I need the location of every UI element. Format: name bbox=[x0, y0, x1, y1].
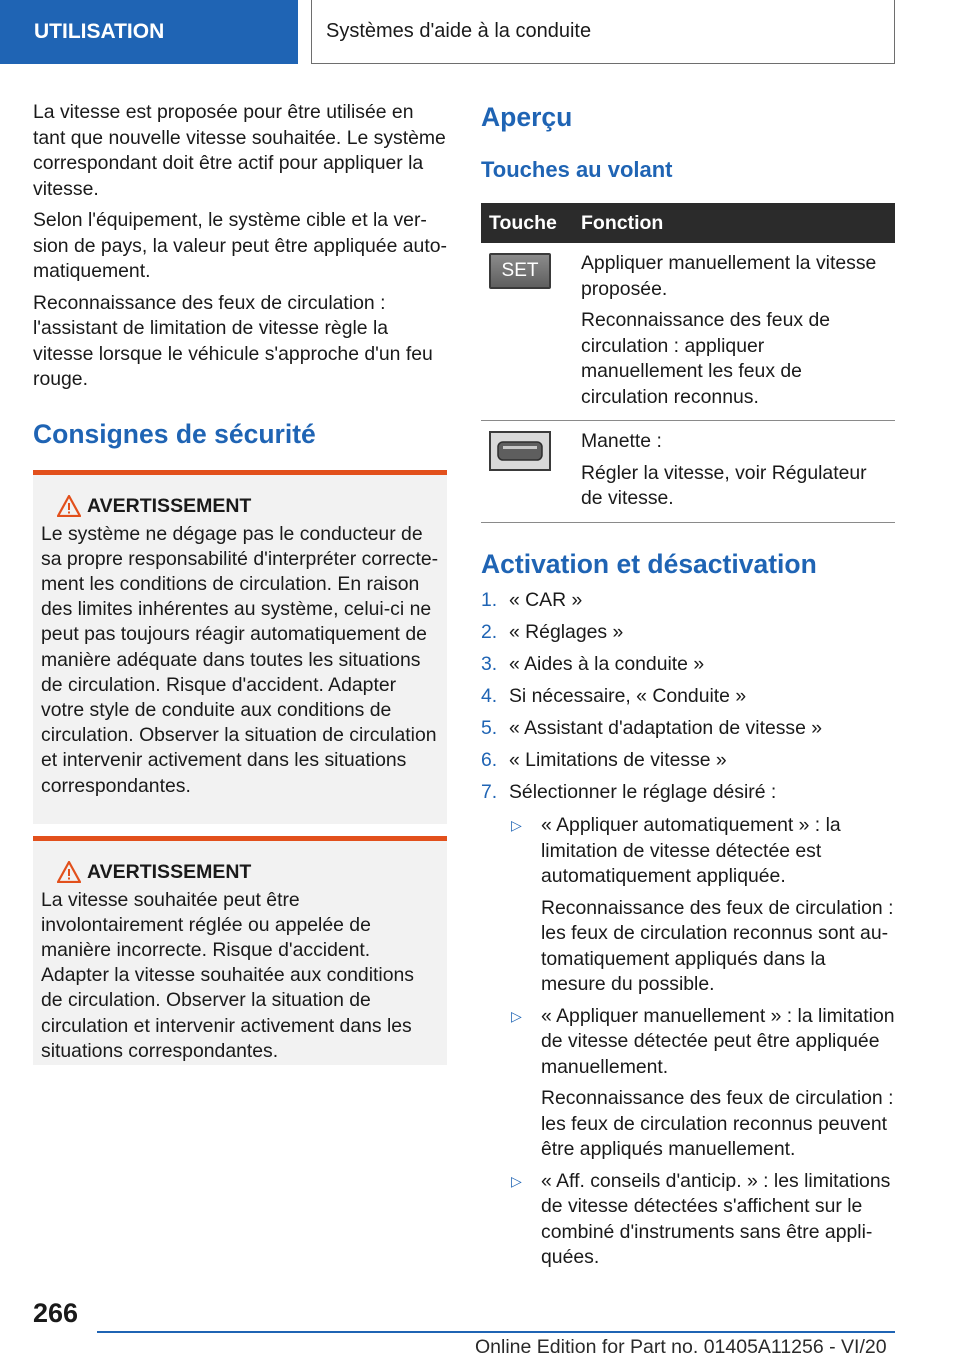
triangle-bullet-icon: ▷ bbox=[511, 1007, 522, 1024]
footer-divider bbox=[97, 1331, 895, 1333]
option-item: ▷ « Appliquer automatiquement » : la limitation de vitesse détectée est automatiquement appliquée. Reconnaissance des feux de circulation : les feux de circulation reconnus sont automatiquement appliqués dans la mesure du possible. bbox=[509, 813, 895, 998]
intro-paragraph-2: Selon l'équipement, le système cible et la version de pays, la valeur peut être appliquée automatiquement. bbox=[33, 209, 447, 282]
list-item: 1. « CAR » bbox=[481, 588, 583, 611]
warning-triangle-icon bbox=[41, 861, 81, 883]
chapter-title: Systèmes d'aide à la conduite bbox=[326, 20, 592, 42]
function-cell bbox=[573, 421, 895, 523]
intro-paragraph-3: Reconnaissance des feux de circulation : l'assistant de limitation de vitesse règle la vitesse lorsque le véhicule s'approche d'un feu rouge. bbox=[33, 291, 433, 390]
col-key-header: Touche bbox=[481, 203, 573, 243]
list-item: 3. « Aides à la conduite » bbox=[481, 652, 705, 675]
triangle-bullet-icon: ▷ bbox=[511, 817, 522, 833]
set-button-label: SET bbox=[501, 260, 539, 282]
table-header-row bbox=[481, 203, 895, 243]
warning-box-1 bbox=[33, 470, 447, 824]
warning-text-1: Le système ne dégage pas le conducteur de sa propre responsabilité d'interpréter correctement les conditions de circulation. En raison des limites inhérentes au système, celui-ci ne peut pas toujours réagir automatiquement de manière adéquate dans toutes les situations de circulation. Risque d'accident. Adapter votre style de conduite aux conditions de circulation. Observer la situation de circulation et intervenir activement dans les situations correspondantes. bbox=[41, 522, 439, 797]
function-cell bbox=[573, 243, 895, 421]
function-text: Manette : bbox=[581, 430, 662, 452]
left-column bbox=[33, 100, 447, 1065]
options-list bbox=[509, 813, 895, 1277]
intro-paragraph-1: La vitesse est proposée pour être utilisée en tant que nouvelle vitesse souhaitée. Le système correspondant doit être actif pour appliquer la vitesse. bbox=[33, 101, 446, 200]
table-row bbox=[481, 243, 895, 421]
lever-icon bbox=[489, 431, 551, 471]
warning-title-text-1: AVERTISSEMENT bbox=[87, 494, 252, 517]
right-column bbox=[481, 100, 895, 1283]
section-title: UTILISATION bbox=[34, 20, 165, 43]
section-tab bbox=[0, 0, 298, 64]
keys-heading: Touches au volant bbox=[481, 157, 673, 182]
function-text: Régler la vitesse, voir Régulateur de vitesse. bbox=[581, 461, 867, 509]
warning-title-2 bbox=[41, 861, 439, 884]
warning-title-text-2: AVERTISSEMENT bbox=[87, 860, 252, 883]
steps-list bbox=[481, 588, 895, 1277]
option-item: ▷ « Aff. conseils d'anticip. » : les limitations de vitesse détectées s'affichent sur le combiné d'instruments sans être appliquées. bbox=[509, 1169, 895, 1271]
set-button-icon bbox=[489, 253, 551, 289]
warning-title-1 bbox=[41, 495, 439, 518]
overview-heading: Aperçu bbox=[481, 102, 573, 132]
col-function-header: Fonction bbox=[573, 203, 895, 243]
keys-table bbox=[481, 203, 895, 523]
key-cell bbox=[481, 243, 573, 421]
safety-heading: Consignes de sécurité bbox=[33, 418, 316, 449]
key-cell bbox=[481, 421, 573, 523]
list-item: 2. « Réglages » bbox=[481, 620, 624, 643]
warning-text-2: La vitesse souhaitée peut être involontairement réglée ou appelée de manière incorrecte. Risque d'accident. Adapter la vitesse souhaitée aux conditions de circulation. Observer la situation de circulation et intervenir activement dans les situations correspondantes. bbox=[41, 888, 414, 1062]
page-number: 266 bbox=[33, 1298, 79, 1328]
list-item: 6. « Limitations de vitesse » bbox=[481, 748, 727, 771]
list-item: 5. « Assistant d'adaptation de vitesse » bbox=[481, 716, 823, 739]
function-text: Reconnaissance des feux de circulation : appliquer manuellement les feux de circulation reconnus. bbox=[581, 309, 831, 408]
function-text: Appliquer manuellement la vitesse proposée. bbox=[581, 252, 877, 300]
triangle-bullet-icon: ▷ bbox=[511, 1172, 522, 1189]
warning-triangle-icon bbox=[41, 495, 81, 517]
chapter-header bbox=[311, 0, 895, 64]
table-row bbox=[481, 421, 895, 523]
list-item: 4. Si nécessaire, « Conduite » bbox=[481, 684, 747, 707]
activation-heading: Activation et désactivation bbox=[481, 548, 817, 579]
option-item: ▷ « Appliquer manuellement » : la limitation de vitesse détectée peut être appliquée manuellement. Reconnaissance des feux de circulation : les feux de circulation reconnus peuvent être appliqués manuellement. bbox=[509, 1004, 895, 1163]
list-item: 7. Sélectionner le réglage désiré : ▷ « Appliquer automatiquement » : la limitation de vitesse détectée est automatiquement appliquée. Reconnaissance des feux de circulation : les feux de circulation reconnus sont automatiquement appliqués dans la mesure du possible. ▷ « Appliquer manuellement » : la limitation de vitesse détectée peut être appliquée manuellement. Reconnaissance des feux de circulation : les feux de circulation reconnus peuvent être appliqués manuellement. ▷ « Aff. conseils d'anticip. » : les limitations de vitesse détectées s'affichent sur le combiné d'instruments sans être appliquées. bbox=[481, 780, 895, 1277]
warning-box-2 bbox=[33, 836, 447, 1065]
edition-text: Online Edition for Part no. 01405A11256 - VI/20 bbox=[475, 1336, 887, 1358]
